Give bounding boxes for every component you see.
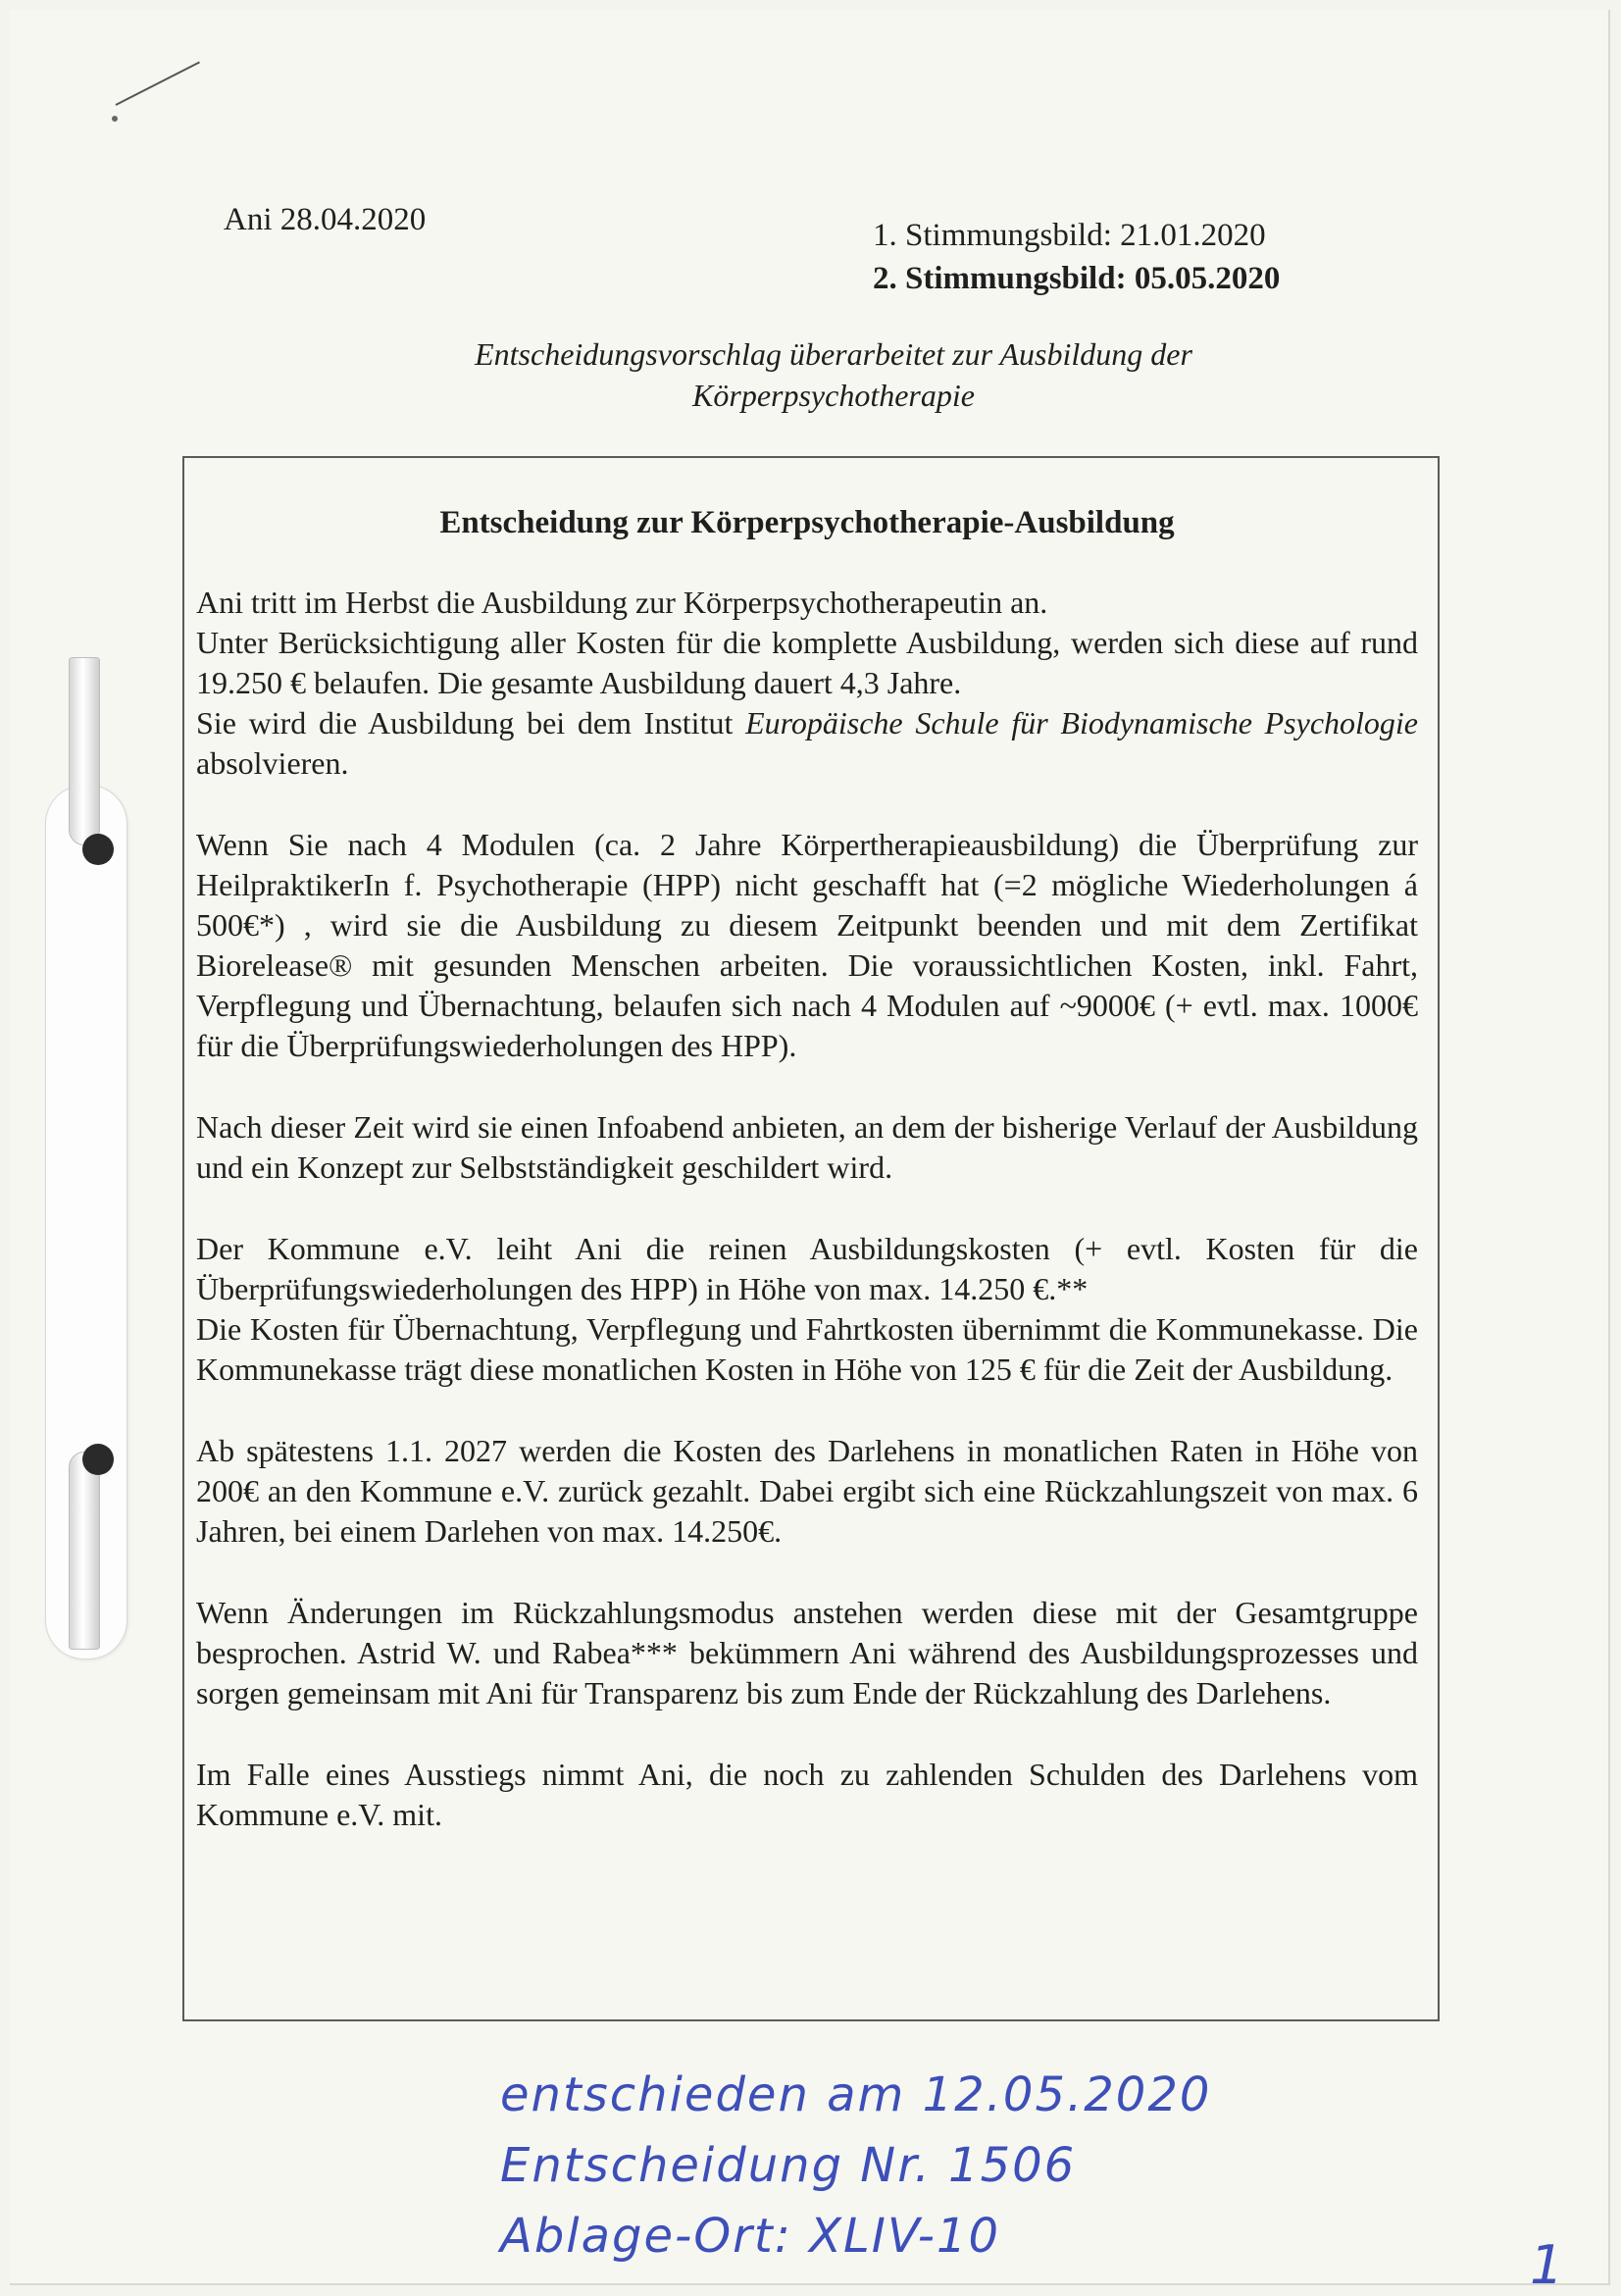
paragraph-exit: Im Falle eines Ausstiegs nimmt Ani, die noch zu zahlenden Schulden des Darlehens vom Kommune e.V. mit. — [196, 1757, 1418, 1832]
filing-location: Ablage-Ort: XLIV-10 — [500, 2209, 1000, 2264]
commune-costs: Die Kosten für Übernachtung, Verpflegung und Fahrtkosten übernimmt die Kommunekasse. Die Kommunekasse trägt diese monatlichen Kosten in Höhe von 125 € für die Zeit der Ausbildung. — [196, 1311, 1418, 1387]
intro-institute — [196, 703, 1418, 784]
fastener-prong-top — [69, 657, 100, 845]
paragraph-changes: Wenn Änderungen im Rückzahlungsmodus anstehen werden diese mit der Gesamtgruppe besprochen. Astrid W. und Rabea*** bekümmern Ani während des Ausbildungsprozesses und sorgen gemeinsam mit Ani für Transparenz bis zum Ende der Rückzahlung des Darlehens. — [196, 1595, 1418, 1710]
staple-mark — [116, 62, 200, 106]
paragraph-infoevening: Nach dieser Zeit wird sie einen Infoabend anbieten, an dem der bisherige Verlauf der Ausbildung und ein Konzept zur Selbstständigkeit geschildert wird. — [196, 1109, 1418, 1185]
institute-name: Europäische Schule für Biodynamische Psychologie — [745, 705, 1419, 740]
institute-suffix: absolvieren. — [196, 745, 349, 781]
mood-poll-2: 2. Stimmungsbild: 05.05.2020 — [873, 261, 1281, 296]
paragraph-modules: Wenn Sie nach 4 Modulen (ca. 2 Jahre Körpertherapieausbildung) die Überprüfung zur HeilpraktikerIn f. Psychotherapie (HPP) nicht geschafft hat (=2 mögliche Wiederholungen á 500€*) , wird sie die Ausbildung zu diesem Zeitpunkt beenden und mit dem Zertifikat Biorelease® mit gesunden Menschen arbeiten. Die voraussichtlichen Kosten, inkl. Fahrt, Verpflegung und Übernachtung, belaufen sich nach 4 Modulen auf ~9000€ (+ evtl. max. 1000€ für die Überprüfungswiederholungen des HPP). — [196, 827, 1418, 1063]
fastener-prong-bottom — [69, 1452, 100, 1650]
handwritten-note — [500, 2060, 1383, 2271]
punch-hole-bottom — [82, 1444, 114, 1475]
intro-sentence: Ani tritt im Herbst die Ausbildung zur Körperpsychotherapeutin an. — [196, 585, 1048, 620]
mood-poll-dates — [873, 214, 1280, 300]
decision-title: Entscheidung zur Körperpsychotherapie-Ausbildung — [439, 505, 1175, 540]
staple-dot — [112, 116, 118, 122]
paragraph-repayment: Ab spätestens 1.1. 2027 werden die Kosten des Darlehens in monatlichen Raten in Höhe von 200€ an den Kommune e.V. zurück gezahlt. Dabei ergibt sich eine Rückzahlungszeit von max. 6 Jahren, bei einem Darlehen von max. 14.250€. — [196, 1433, 1418, 1549]
decided-date: entschieden am 12.05.2020 — [500, 2067, 1212, 2122]
punch-hole-top — [82, 834, 114, 865]
document-subtitle — [363, 333, 1304, 416]
paragraph-loan — [196, 1229, 1418, 1390]
institute-prefix: Sie wird die Ausbildung bei dem Institut — [196, 705, 746, 740]
subtitle-line-2: Körperpsychotherapie — [692, 378, 975, 413]
page-number: 1 — [1530, 2234, 1564, 2296]
subtitle-line-1: Entscheidungsvorschlag überarbeitet zur Ausbildung der — [475, 336, 1192, 372]
document-page — [10, 10, 1610, 2296]
loan-amount: Der Kommune e.V. leiht Ani die reinen Ausbildungskosten (+ evtl. Kosten für die Überprüfungswiederholungen des HPP) in Höhe von max. 14.250 €.** — [196, 1231, 1418, 1306]
paragraph-intro — [196, 583, 1418, 784]
author-date: Ani 28.04.2020 — [224, 202, 427, 237]
decision-box — [182, 456, 1440, 2021]
intro-costs: Unter Berücksichtigung aller Kosten für die komplette Ausbildung, werden sich diese auf rund 19.250 € belaufen. Die gesamte Ausbildung dauert 4,3 Jahre. — [196, 625, 1418, 700]
decision-number: Entscheidung Nr. 1506 — [500, 2138, 1077, 2193]
mood-poll-1: 1. Stimmungsbild: 21.01.2020 — [873, 218, 1266, 253]
